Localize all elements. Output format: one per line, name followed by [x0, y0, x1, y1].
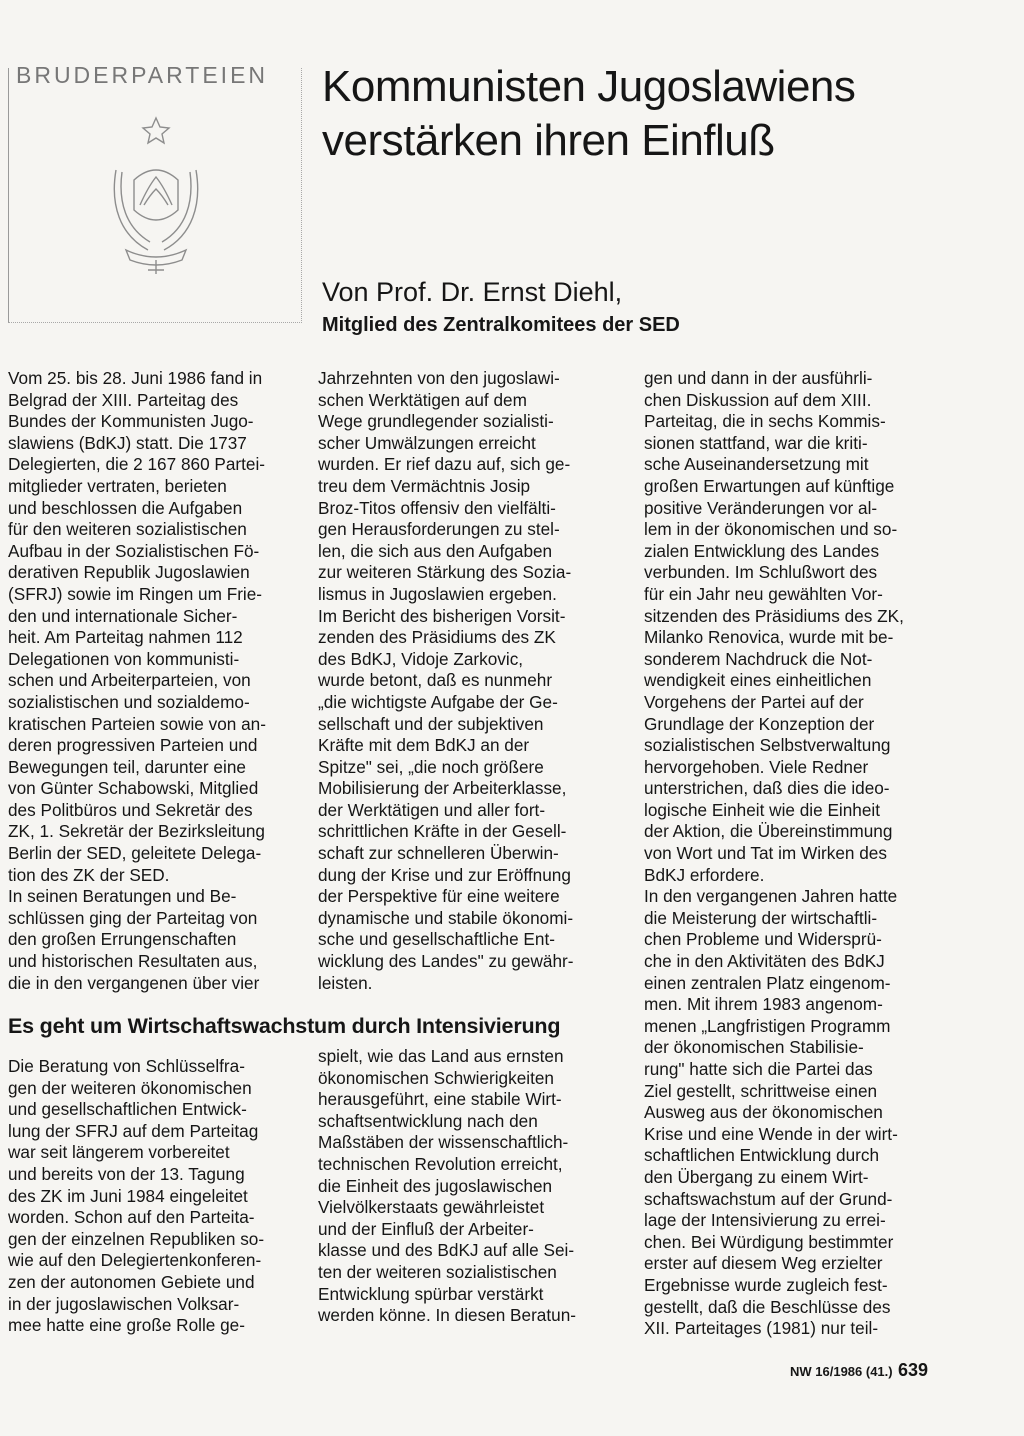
text-line: Delegationen von kommunisti-: [8, 648, 240, 669]
text-line: chen Probleme und Widersprü-: [644, 929, 882, 950]
text-line: hervorgehoben. Viele Redner: [644, 756, 869, 777]
text-line: Bewegungen teil, darunter eine: [8, 756, 246, 777]
text-line: scher Umwälzungen erreicht: [318, 432, 536, 453]
text-line: len, die sich aus den Aufgaben: [318, 540, 553, 561]
text-line: lem in der ökonomischen und so-: [644, 519, 898, 540]
text-line: leisten.: [318, 972, 373, 993]
text-column-3: [644, 368, 936, 1340]
text-line: in der jugoslawischen Volksar-: [8, 1293, 240, 1314]
text-line: spielt, wie das Land aus ernsten: [318, 1046, 564, 1066]
text-line: lismus in Jugoslawien ergeben.: [318, 583, 557, 604]
text-line: Entwicklung spürbar verstärkt: [318, 1283, 544, 1304]
text-line: und historischen Resultaten aus,: [8, 951, 258, 972]
text-line: und bereits von der 13. Tagung: [8, 1163, 245, 1184]
text-line: dung der Krise und zur Eröffnung: [318, 864, 571, 885]
text-line: den Übergang zu einem Wirt-: [644, 1166, 869, 1187]
text-line: Grundlage der Konzeption der: [644, 713, 875, 734]
text-line: schrittlichen Kräfte in der Gesell-: [318, 821, 567, 842]
text-line: In seinen Beratungen und Be-: [8, 886, 237, 907]
text-line: „die wichtigste Aufgabe der Ge-: [318, 691, 558, 712]
text-line: gen der weiteren ökonomischen: [8, 1077, 252, 1098]
text-line: Ziel gestellt, schrittweise einen: [644, 1080, 878, 1101]
title-line-2: verstärken ihren Einfluß: [322, 116, 775, 165]
text-line: In den vergangenen Jahren hatte: [644, 886, 898, 907]
text-line: mee hatte eine große Rolle ge-: [8, 1315, 245, 1336]
text-line: gen Herausforderungen zu stel-: [318, 519, 560, 540]
text-line: men. Mit ihrem 1983 angenom-: [644, 994, 883, 1015]
text-line: gestellt, daß die Beschlüsse des: [644, 1296, 891, 1317]
text-line: lage der Intensivierung zu errei-: [644, 1210, 886, 1231]
text-line: und gesellschaftlichen Entwick-: [8, 1099, 247, 1120]
text-line: des BdKJ, Vidoje Zarkovic,: [318, 648, 524, 669]
text-line: dynamische und stabile ökonomi-: [318, 907, 574, 928]
text-line: den und internationale Sicher-: [8, 605, 238, 626]
title-line-1: Kommunisten Jugoslawiens: [322, 62, 856, 111]
text-line: die in den vergangenen über vier: [8, 972, 260, 993]
text-line: XII. Parteitages (1981) nur teil-: [644, 1318, 879, 1339]
text-line: verbunden. Im Schlußwort des: [644, 562, 878, 583]
text-line: Die Beratung von Schlüsselfra-: [8, 1056, 245, 1076]
text-line: wendigkeit eines einheitlichen: [644, 670, 872, 691]
text-line: Jahrzehnten von den jugoslawi-: [318, 368, 560, 388]
text-line: zenden des Präsidiums des ZK: [318, 627, 556, 648]
text-line: Im Bericht des bisherigen Vorsit-: [318, 605, 566, 626]
text-line: sitzenden des Präsidiums des ZK,: [644, 605, 904, 626]
text-line: positive Veränderungen vor al-: [644, 497, 878, 518]
text-line: Aufbau in der Sozialistischen Fö-: [8, 540, 260, 561]
text-line: schen und Arbeiterparteien, von: [8, 670, 251, 691]
text-line: schaftsentwicklung nach den: [318, 1110, 538, 1131]
text-line: klasse und des BdKJ auf alle Sei-: [318, 1240, 575, 1261]
text-line: Krise und eine Wende in der wirt-: [644, 1123, 898, 1144]
text-line: sche Auseinandersetzung mit: [644, 454, 869, 475]
text-line: BdKJ erfordere.: [644, 864, 765, 885]
text-line: logische Einheit wie die Einheit: [644, 799, 880, 820]
text-line: und der Einfluß der Arbeiter-: [318, 1218, 534, 1239]
text-line: chen. Bei Würdigung bestimmter: [644, 1231, 894, 1252]
section-subheading: Es geht um Wirtschaftswachstum durch Intensivierung: [8, 1014, 561, 1038]
text-line: schaft zur schnelleren Überwin-: [318, 843, 559, 864]
text-line: tion des ZK der SED.: [8, 864, 170, 885]
text-line: Maßstäben der wissenschaftlich-: [318, 1132, 569, 1153]
text-line: die Meisterung der wirtschaftli-: [644, 907, 878, 928]
text-line: Broz-Titos offensiv den vielfälti-: [318, 497, 556, 518]
text-line: herausgeführt, eine stabile Wirt-: [318, 1089, 562, 1110]
text-line: für ein Jahr neu gewählten Vor-: [644, 583, 883, 604]
text-line: wicklung des Landes" zu gewähr-: [318, 951, 574, 972]
text-line: einen zentralen Platz eingenom-: [644, 972, 891, 993]
text-line: sozialistischen Selbstverwaltung: [644, 735, 891, 756]
text-column-4: [8, 1056, 300, 1337]
text-line: zur weiteren Stärkung des Sozia-: [318, 562, 572, 583]
text-line: Bundes der Kommunisten Jugo-: [8, 411, 254, 432]
text-line: des ZK im Juni 1984 eingeleitet: [8, 1185, 248, 1206]
text-line: Belgrad der XIII. Parteitag des: [8, 389, 239, 410]
text-line: deren progressiven Parteien und: [8, 735, 258, 756]
text-line: von Günter Schabowski, Mitglied: [8, 778, 259, 799]
text-line: schen Werktätigen auf dem: [318, 389, 527, 410]
text-line: schaftswachstum auf der Grund-: [644, 1188, 893, 1209]
text-line: heit. Am Parteitag nahmen 112: [8, 627, 243, 648]
text-line: der Perspektive für eine weitere: [318, 886, 560, 907]
text-line: Vielvölkerstaats gewährleistet: [318, 1197, 545, 1218]
text-line: und beschlossen die Aufgaben: [8, 497, 243, 518]
text-line: großen Erwartungen auf künftige: [644, 475, 895, 496]
text-line: zen der autonomen Gebiete und: [8, 1271, 255, 1292]
text-line: wie auf den Delegiertenkonferen-: [8, 1250, 262, 1271]
text-line: von Wort und Tat im Wirken des: [644, 843, 887, 864]
text-line: Wege grundlegender sozialisti-: [318, 411, 554, 432]
author-name: Von Prof. Dr. Ernst Diehl,: [322, 277, 623, 307]
text-line: unterstrichen, daß dies die ideo-: [644, 778, 890, 799]
text-line: Berlin der SED, geleitete Delega-: [8, 843, 262, 864]
text-line: wurden. Er rief dazu auf, sich ge-: [318, 454, 571, 475]
text-line: Ergebnisse wurde zugleich fest-: [644, 1274, 888, 1295]
page-number: 639: [898, 1360, 929, 1380]
text-line: der ökonomischen Stabilisie-: [644, 1037, 864, 1058]
text-line: slawiens (BdKJ) statt. Die 1737: [8, 432, 247, 453]
text-line: Ausweg aus der ökonomischen: [644, 1102, 883, 1123]
text-line: lung der SFRJ auf dem Parteitag: [8, 1120, 259, 1141]
text-column-1: [8, 368, 300, 994]
text-line: che in den Aktivitäten des BdKJ: [644, 951, 885, 972]
text-line: ten der weiteren sozialistischen: [318, 1261, 557, 1282]
text-line: Mobilisierung der Arbeiterklasse,: [318, 778, 567, 799]
text-line: worden. Schon auf den Parteita-: [8, 1207, 255, 1228]
text-line: Delegierten, die 2 167 860 Partei-: [8, 454, 266, 475]
text-line: chen Diskussion auf dem XIII.: [644, 389, 872, 410]
text-line: (SFRJ) sowie im Ringen um Frie-: [8, 583, 263, 604]
text-line: sionen stattfand, war die kriti-: [644, 432, 868, 453]
text-line: war seit längerem vorbereitet: [8, 1142, 230, 1163]
text-line: mitglieder vertraten, berieten: [8, 475, 227, 496]
section-label: BRUDERPARTEIEN: [12, 62, 272, 89]
text-line: wurde betont, daß es nunmehr: [318, 670, 553, 691]
text-line: sche und gesellschaftliche Ent-: [318, 929, 555, 950]
text-line: zialen Entwicklung des Landes: [644, 540, 880, 561]
text-line: treu dem Vermächtnis Josip: [318, 475, 531, 496]
text-line: Spitze" sei, „die noch größere: [318, 756, 544, 777]
text-line: der Aktion, die Übereinstimmung: [644, 821, 893, 842]
text-column-2: [318, 368, 610, 994]
text-column-5: [318, 1046, 610, 1327]
text-line: technischen Revolution erreicht,: [318, 1153, 563, 1174]
text-line: Parteitag, die in sechs Kommis-: [644, 411, 886, 432]
text-line: ökonomischen Schwierigkeiten: [318, 1067, 554, 1088]
text-line: für den weiteren sozialistischen: [8, 519, 247, 540]
text-line: Kräfte mit dem BdKJ an der: [318, 735, 530, 756]
text-line: erster auf diesem Weg erzielter: [644, 1253, 883, 1274]
text-line: schlüssen ging der Parteitag von: [8, 907, 258, 928]
author-role: Mitglied des Zentralkomitees der SED: [322, 314, 680, 336]
text-line: gen und dann in der ausführli-: [644, 368, 873, 388]
text-line: sellschaft und der subjektiven: [318, 713, 544, 734]
text-line: menen „Langfristigen Programm: [644, 1015, 891, 1036]
text-line: werden könne. In diesen Beratun-: [318, 1305, 576, 1326]
author-byline: [322, 276, 1012, 340]
text-line: den großen Errungenschaften: [8, 929, 237, 950]
text-line: die Einheit des jugoslawischen: [318, 1175, 553, 1196]
yugoslav-coat-of-arms-icon: [96, 110, 216, 280]
text-line: rung" hatte sich die Partei das: [644, 1059, 873, 1079]
text-line: der Werktätigen und aller fort-: [318, 799, 546, 820]
text-line: sonderem Nachdruck die Not-: [644, 648, 873, 669]
issue-reference: NW 16/1986 (41.): [790, 1364, 893, 1379]
text-line: gen der einzelnen Republiken so-: [8, 1228, 265, 1249]
text-line: kratischen Parteien sowie von an-: [8, 713, 266, 734]
text-line: Vom 25. bis 28. Juni 1986 fand in: [8, 368, 263, 388]
text-line: ZK, 1. Sekretär der Bezirksleitung: [8, 821, 265, 842]
text-line: schaftlichen Entwicklung durch: [644, 1145, 880, 1166]
text-line: sozialistischen und sozialdemo-: [8, 691, 250, 712]
article-title: [322, 60, 1012, 168]
text-line: derativen Republik Jugoslawien: [8, 562, 250, 583]
text-line: Vorgehens der Partei auf der: [644, 691, 864, 712]
text-line: des Politbüros und Sekretär des: [8, 799, 253, 820]
text-line: Milanko Renovica, wurde mit be-: [644, 627, 894, 648]
